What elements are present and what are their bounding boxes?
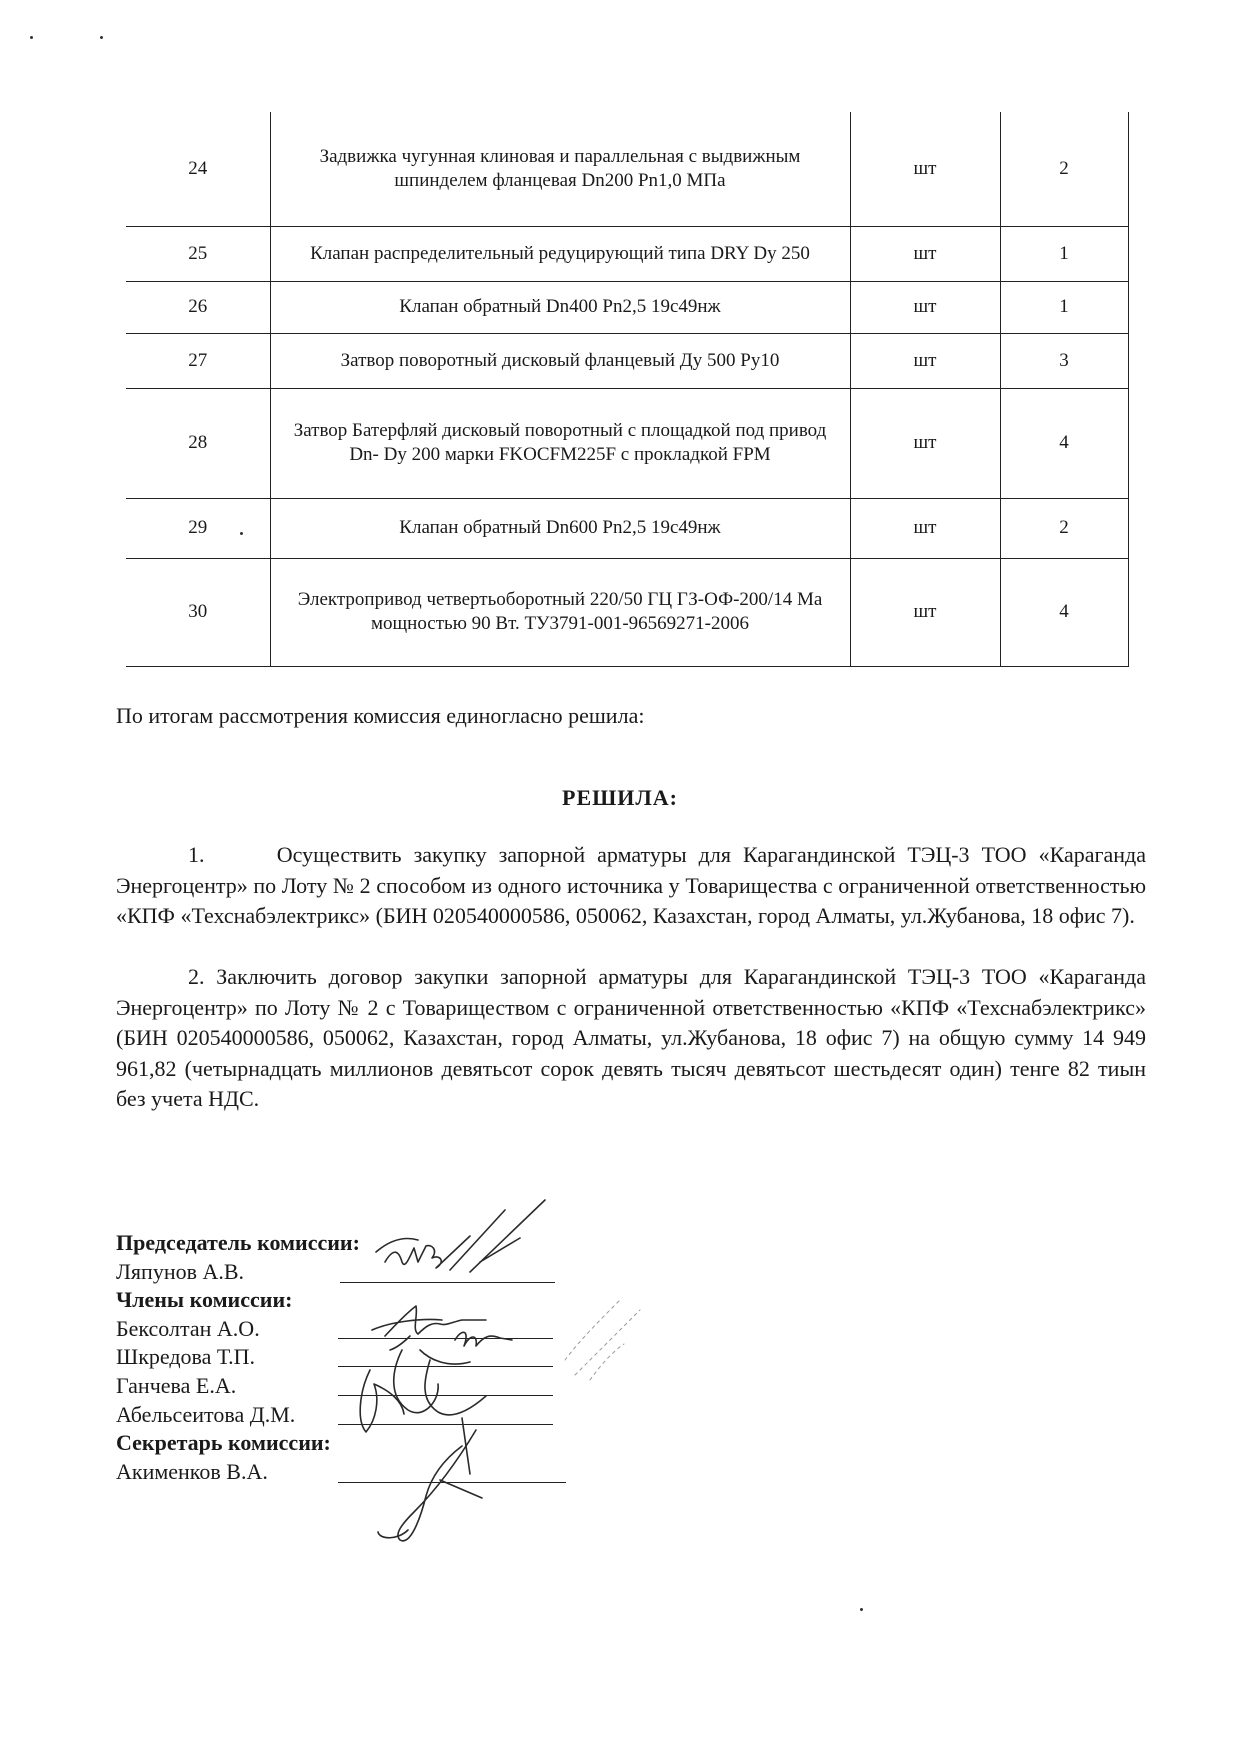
row-item-name: Электропривод четвертьоборотный 220/50 ГЦ ГЗ-ОФ-200/14 Ма мощностью 90 Вт. ТУ3791-001-96569271-2006 bbox=[270, 558, 850, 666]
scan-speck bbox=[860, 1608, 863, 1611]
table-row bbox=[126, 226, 1128, 281]
signature-line bbox=[338, 1482, 566, 1483]
scan-speck bbox=[30, 36, 33, 39]
row-item-name: Затвор Батерфляй дисковый поворотный с площадкой под привод Dn- Dy 200 марки FKOCFM225F с прокладкой FPM bbox=[270, 388, 850, 498]
member-name: Абельсеитова Д.М. bbox=[116, 1401, 296, 1427]
row-quantity: 4 bbox=[1000, 558, 1128, 666]
row-unit: шт bbox=[850, 558, 1000, 666]
table-row bbox=[126, 112, 1128, 226]
member-name: Бексолтан А.О. bbox=[116, 1315, 260, 1341]
row-number: 28 bbox=[126, 388, 270, 498]
row-item-name: Клапан обратный Dn600 Pn2,5 19с49нж bbox=[270, 498, 850, 558]
decision-item-2: 2. Заключить договор закупки запорной арматуры для Карагандинской ТЭЦ-3 ТОО «Караганда Энергоцентр» по Лоту № 2 с Товариществом с ограниченной ответственностью «КПФ «Техснабэлектрикс» (БИН 020540000586, 050062, Казахстан, город Алматы, ул.Жубанова, 18 офис 7) на общую сумму 14 949 961,82 (четырнадцать миллионов девятьсот сорок девять тысяч девятьсот шестьдесят один) тенге 82 тиын без учета НДС. bbox=[116, 964, 1146, 1111]
members-title: Члены комиссии: bbox=[116, 1287, 293, 1313]
secretary-title: Секретарь комиссии: bbox=[116, 1430, 331, 1456]
row-number: 29 bbox=[126, 498, 270, 558]
row-unit: шт bbox=[850, 112, 1000, 226]
items-table bbox=[126, 112, 1129, 667]
chairman-name: Ляпунов А.В. bbox=[116, 1258, 245, 1284]
decision-heading: РЕШИЛА: bbox=[562, 785, 678, 810]
row-number: 26 bbox=[126, 281, 270, 333]
decision-item-1: 1. Осуществить закупку запорной арматуры для Карагандинской ТЭЦ-3 ТОО «Караганда Энергоцентр» по Лоту № 2 способом из одного источника у Товарищества с ограниченной ответственностью «КПФ «Техснабэлектрикс» (БИН 020540000586, 050062, Казахстан, город Алматы, ул.Жубанова, 18 офис 7). bbox=[116, 842, 1146, 928]
row-unit: шт bbox=[850, 498, 1000, 558]
secretary-name: Акименков В.А. bbox=[116, 1458, 268, 1484]
row-quantity: 1 bbox=[1000, 281, 1128, 333]
table-row bbox=[126, 281, 1128, 333]
signature-line bbox=[340, 1282, 555, 1283]
row-quantity: 2 bbox=[1000, 112, 1128, 226]
row-unit: шт bbox=[850, 388, 1000, 498]
table-row bbox=[126, 498, 1128, 558]
row-item-name: Затвор поворотный дисковый фланцевый Ду 500 Ру10 bbox=[270, 333, 850, 388]
scan-speck bbox=[100, 36, 103, 39]
row-unit: шт bbox=[850, 226, 1000, 281]
signature-line bbox=[338, 1366, 553, 1367]
row-number: 27 bbox=[126, 333, 270, 388]
member-name: Ганчева Е.А. bbox=[116, 1372, 237, 1398]
table-row bbox=[126, 333, 1128, 388]
row-item-name: Задвижка чугунная клиновая и параллельная с выдвижным шпинделем фланцевая Dn200 Pn1,0 МПа bbox=[270, 112, 850, 226]
chairman-title: Председатель комиссии: bbox=[116, 1230, 360, 1255]
table-row bbox=[126, 558, 1128, 666]
row-number: 30 bbox=[126, 558, 270, 666]
row-quantity: 1 bbox=[1000, 226, 1128, 281]
signature-line bbox=[338, 1395, 553, 1396]
member-name: Шкредова Т.П. bbox=[116, 1344, 256, 1370]
scan-speck bbox=[240, 532, 243, 535]
row-item-name: Клапан обратный Dn400 Pn2,5 19с49нж bbox=[270, 281, 850, 333]
row-unit: шт bbox=[850, 281, 1000, 333]
signatories-block bbox=[116, 1229, 360, 1486]
row-quantity: 2 bbox=[1000, 498, 1128, 558]
table-row bbox=[126, 388, 1128, 498]
row-item-name: Клапан распределительный редуцирующий типа DRY Dy 250 bbox=[270, 226, 850, 281]
row-quantity: 4 bbox=[1000, 388, 1128, 498]
intro-text: По итогам рассмотрения комиссия единогласно решила: bbox=[116, 703, 645, 728]
row-number: 24 bbox=[126, 112, 270, 226]
signature-line bbox=[338, 1338, 553, 1339]
row-number: 25 bbox=[126, 226, 270, 281]
signature-line bbox=[338, 1424, 553, 1425]
row-quantity: 3 bbox=[1000, 333, 1128, 388]
row-unit: шт bbox=[850, 333, 1000, 388]
